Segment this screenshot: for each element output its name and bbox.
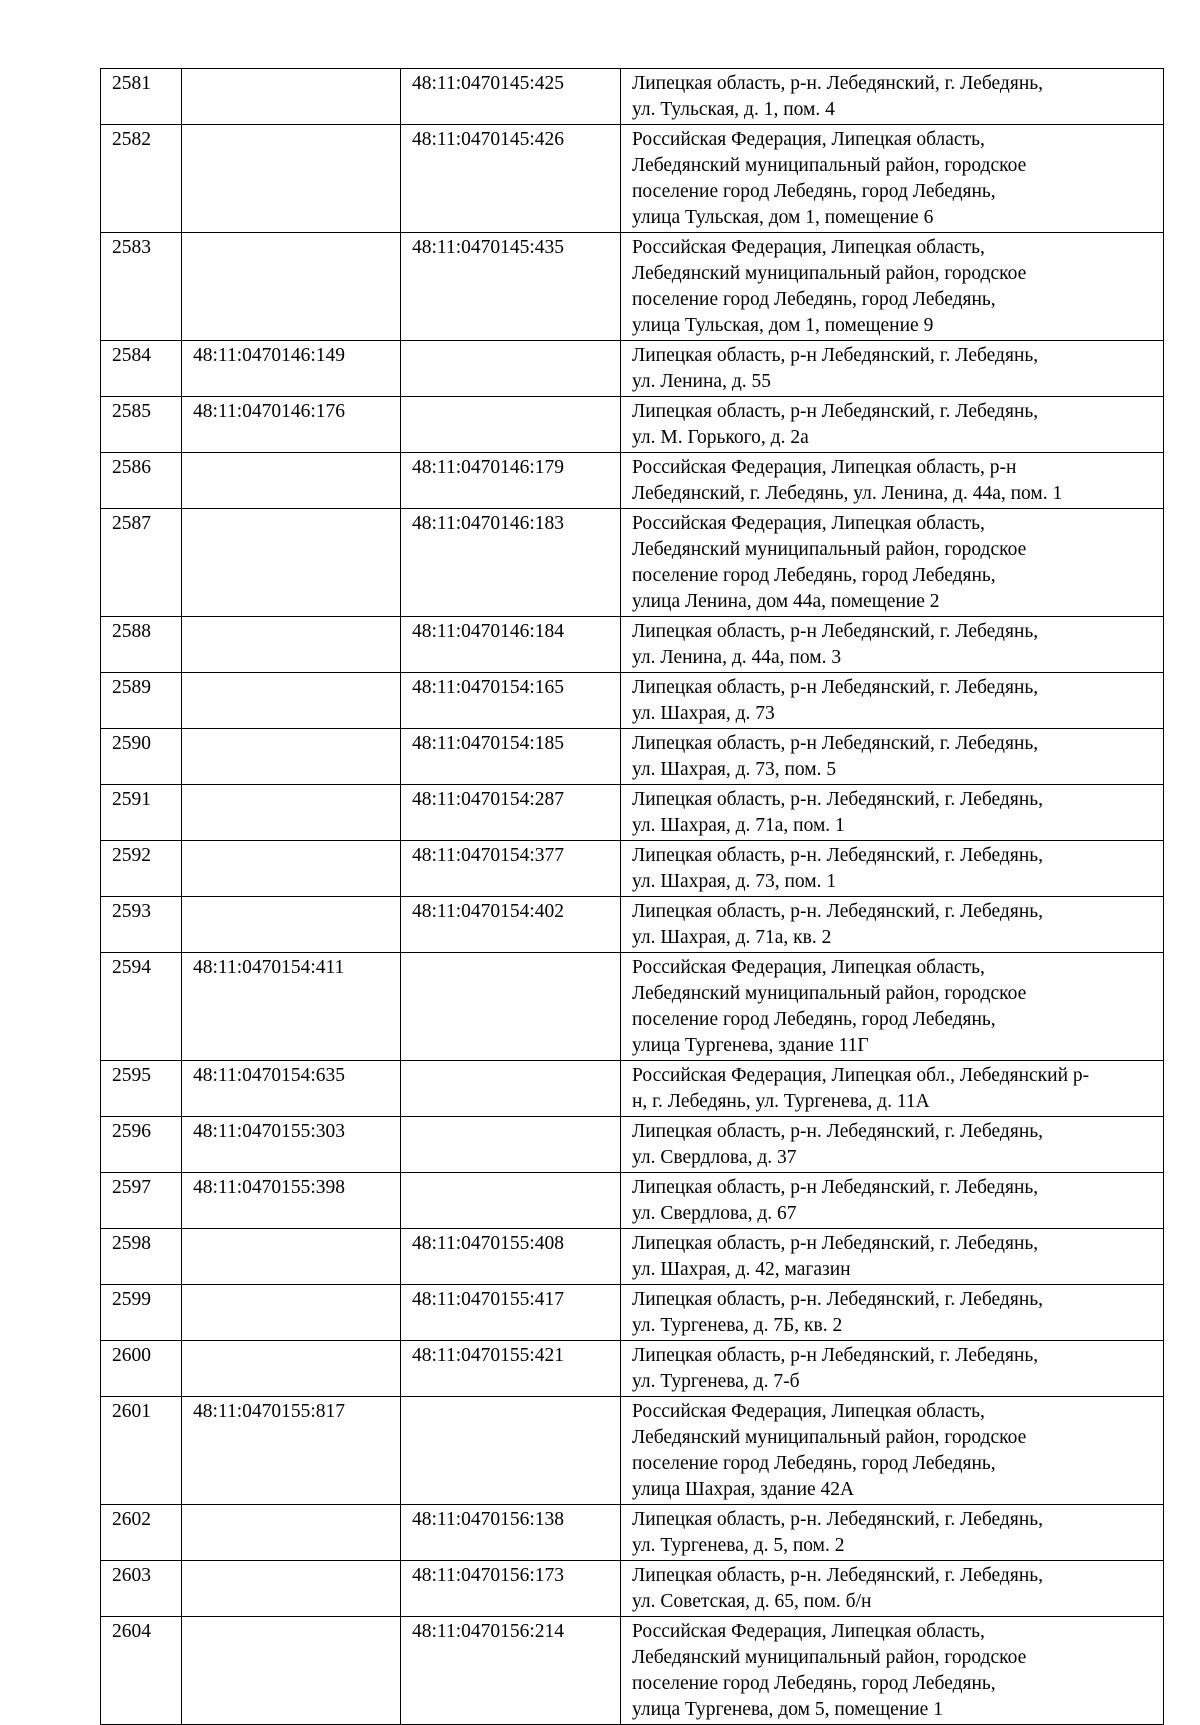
- table-row: [101, 673, 1164, 729]
- address-cell: Липецкая область, р-н Лебедянский, г. Лебедянь, ул. Свердлова, д. 67: [621, 1173, 1164, 1229]
- cadastral-number-premises-cell: 48:11:0470146:179: [401, 453, 621, 509]
- cadastral-number-premises-cell: [401, 397, 621, 453]
- table-row: [101, 841, 1164, 897]
- cadastral-number-premises-cell: 48:11:0470146:183: [401, 509, 621, 617]
- cadastral-number-cell: [182, 1229, 401, 1285]
- address-cell: Российская Федерация, Липецкая область, Лебедянский муниципальный район, городское поселение город Лебедянь, город Лебедянь, улица Тургенева, дом 5, помещение 1: [621, 1617, 1164, 1725]
- row-number-cell: 2588: [101, 617, 182, 673]
- address-cell: Липецкая область, р-н Лебедянский, г. Лебедянь, ул. Шахрая, д. 73: [621, 673, 1164, 729]
- table-row: [101, 785, 1164, 841]
- cadastral-number-cell: [182, 729, 401, 785]
- cadastral-number-premises-cell: [401, 1397, 621, 1505]
- row-number-cell: 2602: [101, 1505, 182, 1561]
- cadastral-number-cell: [182, 1561, 401, 1617]
- cadastral-number-cell: 48:11:0470146:149: [182, 341, 401, 397]
- cadastral-number-premises-cell: 48:11:0470145:425: [401, 69, 621, 125]
- table-row: [101, 233, 1164, 341]
- table-row: [101, 729, 1164, 785]
- table-row: [101, 1505, 1164, 1561]
- cadastral-number-premises-cell: 48:11:0470155:417: [401, 1285, 621, 1341]
- cadastral-number-cell: [182, 785, 401, 841]
- cadastral-number-cell: [182, 125, 401, 233]
- row-number-cell: 2597: [101, 1173, 182, 1229]
- row-number-cell: 2595: [101, 1061, 182, 1117]
- cadastral-number-cell: [182, 673, 401, 729]
- table-row: [101, 509, 1164, 617]
- row-number-cell: 2603: [101, 1561, 182, 1617]
- address-cell: Липецкая область, р-н. Лебедянский, г. Лебедянь, ул. Тургенева, д. 7Б, кв. 2: [621, 1285, 1164, 1341]
- table-row: [101, 397, 1164, 453]
- cadastral-number-cell: [182, 841, 401, 897]
- registry-table: [100, 68, 1164, 1725]
- registry-table-body: [101, 69, 1164, 1725]
- cadastral-number-cell: [182, 509, 401, 617]
- address-cell: Липецкая область, р-н Лебедянский, г. Лебедянь, ул. Тургенева, д. 7-б: [621, 1341, 1164, 1397]
- address-cell: Российская Федерация, Липецкая область, Лебедянский муниципальный район, городское поселение город Лебедянь, город Лебедянь, улица Шахрая, здание 42А: [621, 1397, 1164, 1505]
- row-number-cell: 2584: [101, 341, 182, 397]
- cadastral-number-premises-cell: 48:11:0470145:426: [401, 125, 621, 233]
- cadastral-number-premises-cell: [401, 953, 621, 1061]
- cadastral-number-cell: [182, 69, 401, 125]
- table-row: [101, 1117, 1164, 1173]
- row-number-cell: 2583: [101, 233, 182, 341]
- address-cell: Российская Федерация, Липецкая область, р-н Лебедянский, г. Лебедянь, ул. Ленина, д. 44а, пом. 1: [621, 453, 1164, 509]
- cadastral-number-cell: 48:11:0470146:176: [182, 397, 401, 453]
- address-cell: Липецкая область, р-н. Лебедянский, г. Лебедянь, ул. Шахрая, д. 73, пом. 1: [621, 841, 1164, 897]
- address-cell: Липецкая область, р-н Лебедянский, г. Лебедянь, ул. Ленина, д. 55: [621, 341, 1164, 397]
- row-number-cell: 2590: [101, 729, 182, 785]
- address-cell: Липецкая область, р-н Лебедянский, г. Лебедянь, ул. Шахрая, д. 42, магазин: [621, 1229, 1164, 1285]
- cadastral-number-cell: [182, 1617, 401, 1725]
- row-number-cell: 2581: [101, 69, 182, 125]
- row-number-cell: 2587: [101, 509, 182, 617]
- table-row: [101, 1561, 1164, 1617]
- row-number-cell: 2589: [101, 673, 182, 729]
- cadastral-number-premises-cell: 48:11:0470145:435: [401, 233, 621, 341]
- address-cell: Липецкая область, р-н. Лебедянский, г. Лебедянь, ул. Свердлова, д. 37: [621, 1117, 1164, 1173]
- cadastral-number-cell: 48:11:0470154:635: [182, 1061, 401, 1117]
- cadastral-number-cell: [182, 617, 401, 673]
- table-row: [101, 69, 1164, 125]
- row-number-cell: 2598: [101, 1229, 182, 1285]
- cadastral-number-premises-cell: 48:11:0470154:402: [401, 897, 621, 953]
- cadastral-number-cell: [182, 233, 401, 341]
- cadastral-number-premises-cell: 48:11:0470154:185: [401, 729, 621, 785]
- cadastral-number-premises-cell: 48:11:0470155:408: [401, 1229, 621, 1285]
- cadastral-number-cell: [182, 1341, 401, 1397]
- table-row: [101, 1341, 1164, 1397]
- cadastral-number-premises-cell: [401, 341, 621, 397]
- cadastral-number-cell: 48:11:0470155:398: [182, 1173, 401, 1229]
- address-cell: Российская Федерация, Липецкая область, Лебедянский муниципальный район, городское поселение город Лебедянь, город Лебедянь, улица Тульская, дом 1, помещение 9: [621, 233, 1164, 341]
- cadastral-number-premises-cell: [401, 1173, 621, 1229]
- table-row: [101, 1061, 1164, 1117]
- table-row: [101, 1617, 1164, 1725]
- address-cell: Липецкая область, р-н. Лебедянский, г. Лебедянь, ул. Тульская, д. 1, пом. 4: [621, 69, 1164, 125]
- cadastral-number-cell: 48:11:0470155:303: [182, 1117, 401, 1173]
- row-number-cell: 2594: [101, 953, 182, 1061]
- address-cell: Липецкая область, р-н. Лебедянский, г. Лебедянь, ул. Советская, д. 65, пом. б/н: [621, 1561, 1164, 1617]
- cadastral-number-cell: 48:11:0470155:817: [182, 1397, 401, 1505]
- row-number-cell: 2592: [101, 841, 182, 897]
- cadastral-number-premises-cell: [401, 1117, 621, 1173]
- row-number-cell: 2586: [101, 453, 182, 509]
- cadastral-number-cell: [182, 897, 401, 953]
- cadastral-number-premises-cell: 48:11:0470156:173: [401, 1561, 621, 1617]
- table-row: [101, 125, 1164, 233]
- row-number-cell: 2600: [101, 1341, 182, 1397]
- address-cell: Липецкая область, р-н. Лебедянский, г. Лебедянь, ул. Шахрая, д. 71а, кв. 2: [621, 897, 1164, 953]
- cadastral-number-cell: [182, 453, 401, 509]
- address-cell: Российская Федерация, Липецкая обл., Лебедянский р- н, г. Лебедянь, ул. Тургенева, д. 11А: [621, 1061, 1164, 1117]
- table-row: [101, 617, 1164, 673]
- table-row: [101, 1397, 1164, 1505]
- cadastral-number-premises-cell: 48:11:0470156:214: [401, 1617, 621, 1725]
- cadastral-number-cell: 48:11:0470154:411: [182, 953, 401, 1061]
- cadastral-number-premises-cell: 48:11:0470154:377: [401, 841, 621, 897]
- row-number-cell: 2591: [101, 785, 182, 841]
- row-number-cell: 2593: [101, 897, 182, 953]
- table-row: [101, 1173, 1164, 1229]
- table-row: [101, 1285, 1164, 1341]
- address-cell: Российская Федерация, Липецкая область, Лебедянский муниципальный район, городское поселение город Лебедянь, город Лебедянь, улица Тульская, дом 1, помещение 6: [621, 125, 1164, 233]
- cadastral-number-premises-cell: 48:11:0470154:165: [401, 673, 621, 729]
- row-number-cell: 2596: [101, 1117, 182, 1173]
- address-cell: Липецкая область, р-н Лебедянский, г. Лебедянь, ул. Шахрая, д. 73, пом. 5: [621, 729, 1164, 785]
- address-cell: Липецкая область, р-н Лебедянский, г. Лебедянь, ул. Ленина, д. 44а, пом. 3: [621, 617, 1164, 673]
- address-cell: Липецкая область, р-н. Лебедянский, г. Лебедянь, ул. Тургенева, д. 5, пом. 2: [621, 1505, 1164, 1561]
- table-row: [101, 897, 1164, 953]
- cadastral-number-cell: [182, 1285, 401, 1341]
- row-number-cell: 2582: [101, 125, 182, 233]
- cadastral-number-premises-cell: 48:11:0470146:184: [401, 617, 621, 673]
- cadastral-number-cell: [182, 1505, 401, 1561]
- table-row: [101, 341, 1164, 397]
- cadastral-number-premises-cell: 48:11:0470156:138: [401, 1505, 621, 1561]
- row-number-cell: 2585: [101, 397, 182, 453]
- cadastral-number-premises-cell: [401, 1061, 621, 1117]
- table-row: [101, 1229, 1164, 1285]
- address-cell: Российская Федерация, Липецкая область, Лебедянский муниципальный район, городское поселение город Лебедянь, город Лебедянь, улица Ленина, дом 44а, помещение 2: [621, 509, 1164, 617]
- row-number-cell: 2604: [101, 1617, 182, 1725]
- cadastral-number-premises-cell: 48:11:0470155:421: [401, 1341, 621, 1397]
- table-row: [101, 453, 1164, 509]
- table-row: [101, 953, 1164, 1061]
- address-cell: Российская Федерация, Липецкая область, Лебедянский муниципальный район, городское поселение город Лебедянь, город Лебедянь, улица Тургенева, здание 11Г: [621, 953, 1164, 1061]
- cadastral-number-premises-cell: 48:11:0470154:287: [401, 785, 621, 841]
- row-number-cell: 2601: [101, 1397, 182, 1505]
- address-cell: Липецкая область, р-н Лебедянский, г. Лебедянь, ул. М. Горького, д. 2а: [621, 397, 1164, 453]
- row-number-cell: 2599: [101, 1285, 182, 1341]
- address-cell: Липецкая область, р-н. Лебедянский, г. Лебедянь, ул. Шахрая, д. 71а, пом. 1: [621, 785, 1164, 841]
